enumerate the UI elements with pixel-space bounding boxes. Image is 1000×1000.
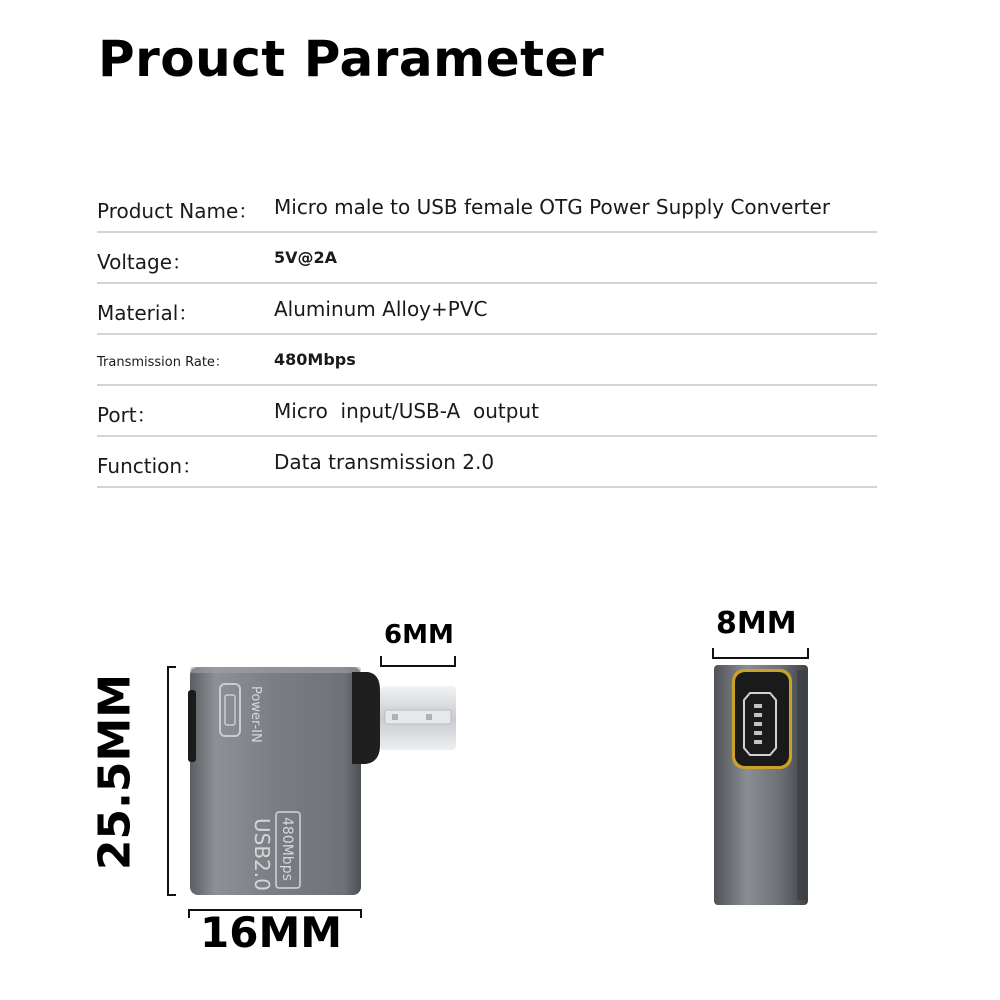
power-in-label: Power-IN — [248, 686, 263, 743]
spec-label: Voltage： — [97, 250, 193, 274]
plug-dimension-label: 6MM — [384, 620, 454, 650]
spec-label: Material： — [97, 301, 199, 325]
spec-value: Micro male to USB female OTG Power Supply Converter — [274, 195, 831, 219]
height-dimension-label: 25.5MM — [89, 673, 141, 871]
spec-value: Micro input/USB-A output — [274, 399, 539, 423]
page-title: Prouct Parameter — [98, 30, 605, 88]
spec-value: Data transmission 2.0 — [274, 450, 495, 474]
spec-label: Port： — [97, 403, 157, 427]
spec-label: Transmission Rate： — [97, 355, 228, 370]
usb-version-label: USB2.0 — [250, 818, 274, 891]
spec-value: 5V@2A — [274, 248, 338, 267]
spec-value: 480Mbps — [274, 350, 356, 369]
spec-value: Aluminum Alloy+PVC — [274, 297, 488, 321]
adapter-side-view — [714, 665, 808, 905]
adapter-front-view — [188, 667, 456, 895]
spec-label: Function： — [97, 454, 203, 478]
spec-label: Product Name： — [97, 199, 259, 223]
thickness-dimension-label: 8MM — [716, 606, 797, 641]
width-dimension-label: 16MM — [200, 908, 343, 957]
speed-label: 480Mbps — [279, 817, 295, 881]
